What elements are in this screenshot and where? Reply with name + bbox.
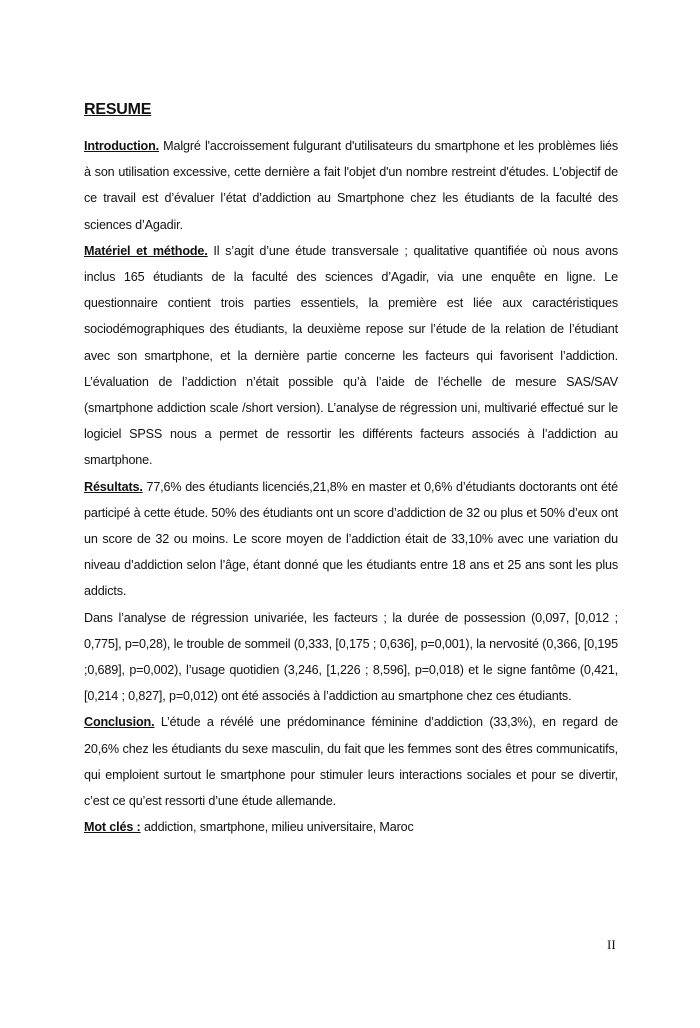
section-text: Dans l’analyse de régression univariée, les facteurs ; la durée de possession (0,097, [0,012 ; 0,775], p=0,28), le trouble de sommeil (0,333, [0,175 ; 0,636], p=0,001), la nervosité (0,366, [0,195 ;0,689], p=0,002), l’usage quotidien (3,246, [1,226 ; 8,596], p=0,018) et le signe fantôme (0,421, [0,214 ; 0,827], p=0,012) ont été associés à l’addiction au smartphone chez ces étudiants. xyxy=(84,610,618,704)
section-methods xyxy=(84,238,618,474)
section-text: L’étude a révélé une prédominance féminine d’addiction (33,3%), en regard de 20,6% chez les étudiants du sexe masculin, du fait que les femmes sont des êtres communicatifs, qui emploient surtout le smartphone pour stimuler leurs interactions sociales et pour se divertir, c’est ce qu’est ressorti d’une étude allemande. xyxy=(84,715,618,809)
section-heading: Introduction. xyxy=(84,139,159,153)
section-heading: Conclusion. xyxy=(84,715,155,730)
section-results xyxy=(84,474,618,605)
section-keywords xyxy=(84,814,618,840)
section-text: Malgré l'accroissement fulgurant d'utilisateurs du smartphone et les problèmes liés à son utilisation excessive, cette dernière a fait l'objet d'un nombre restreint d'études. L'objectif de ce travail est d’évaluer l’état d’addiction au Smartphone chez les étudiants de la faculté des sciences d’Agadir. xyxy=(84,139,618,232)
section-regression xyxy=(84,605,618,710)
section-heading: Matériel et méthode. xyxy=(84,243,208,258)
section-heading: Résultats. xyxy=(84,479,143,494)
section-text: Il s’agit d’une étude transversale ; qualitative quantifiée où nous avons inclus 165 étudiants de la faculté des sciences d’Agadir, via une enquête en ligne. Le questionnaire contient trois parties essentiels, la première est liée aux caractéristiques sociodémographiques des étudiants, la deuxième repose sur l’étude de la relation de l’étudiant avec son smartphone, et la dernière partie concerne les facteurs qui favorisent l’addiction. L’évaluation de l’addiction n’était possible qu’à l’aide de l’échelle de mesure SAS/SAV (smartphone addiction scale /short version). L’analyse de régression uni, multivarié effectué sur le logiciel SPSS nous a permet de ressortir les différents facteurs associés à l’addiction au smartphone. xyxy=(84,243,618,468)
page-title: RESUME xyxy=(84,101,152,118)
section-heading: Mot clés : xyxy=(84,820,141,835)
abstract-body xyxy=(84,133,618,840)
page-number: II xyxy=(607,937,616,952)
section-text: 77,6% des étudiants licenciés,21,8% en master et 0,6% d’étudiants doctorants ont été participé à cette étude. 50% des étudiants ont un score d’addiction de 32 ou plus et 50% d’eux ont un score de 32 ou moins. Le score moyen de l’addiction était de 33,10% avec une variation du niveau d’addiction selon l’âge, étant donné que les étudiants entre 18 ans et 25 ans sont les plus addicts. xyxy=(84,479,618,599)
section-conclusion xyxy=(84,709,618,814)
section-text: addiction, smartphone, milieu universitaire, Maroc xyxy=(140,820,414,835)
section-introduction xyxy=(84,133,618,238)
